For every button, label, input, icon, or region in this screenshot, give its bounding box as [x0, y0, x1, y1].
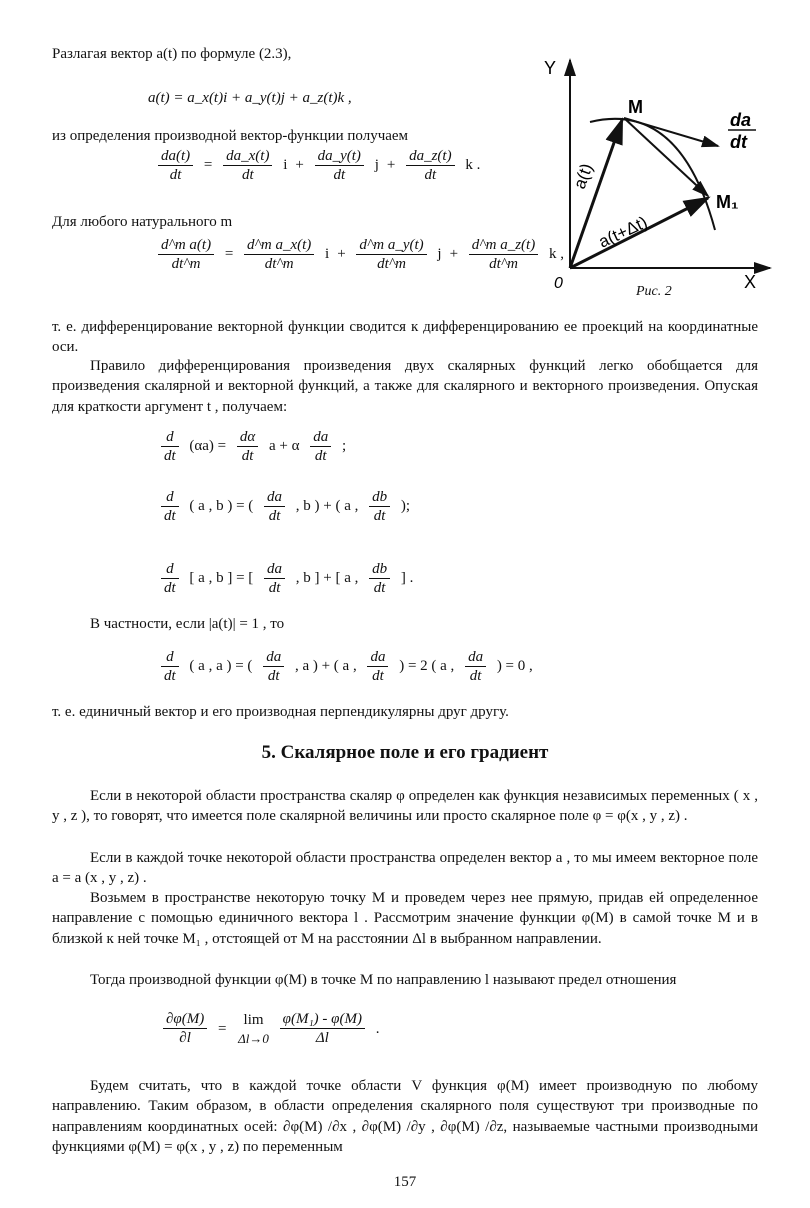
- label-a-t-dt: a(t+Δt): [595, 212, 651, 252]
- label-m: M: [628, 97, 643, 117]
- any-natural-line: Для любого натурального m: [52, 214, 233, 230]
- label-m1: M₁: [716, 192, 739, 212]
- label-origin: 0: [554, 275, 563, 292]
- equation-scalar-product-rule: $\frac{d}{dt}$ (αa) = $\frac{d\alpha}{dt}$ a + α $\frac{da}{dt}$ ;: [158, 428, 350, 465]
- paragraph-directional-derivative: Тогда производной функции φ(M) в точке M по направлению l называют предел отношения: [90, 972, 677, 988]
- page-number: 157: [393, 1174, 417, 1190]
- curve-trajectory: [590, 119, 715, 230]
- figure-caption: Рис. 2: [636, 284, 672, 299]
- label-y: Y: [544, 58, 557, 78]
- paragraph-partial-derivatives: Будем считать, что в каждой точке области V функция φ(M) имеет производную по любому направлению. Таким образом, в области определения скалярного поля существуют три производные по направлениям координатных осей: ∂φ(M) /∂x , ∂φ(M) /∂y , ∂φ(M) /∂z, называемые частными производными функциями φ(M) = φ(x , y , z) по переменным: [52, 1078, 758, 1155]
- label-a-t: a(t): [569, 160, 597, 192]
- paragraph-vector-field: Если в каждой точке некоторой области пространства определен вектор a , то мы имеем векторное поле a = a (x , y , z) .: [52, 850, 758, 887]
- intro-line: Разлагая вектор a(t) по формуле (2.3),: [52, 46, 292, 62]
- paragraph-product-rule: Правило дифференцирования произведения двух скалярных функций легко обобщается для произведения скалярной и векторной функций, а также для скалярного и векторного произведения. Опуская для краткости аргумент t , получаем:: [52, 358, 758, 415]
- in-particular-line: В частности, если |a(t)| = 1 , то: [90, 616, 285, 632]
- from-definition-line: из определения производной вектор-функции получаем: [52, 128, 409, 144]
- label-da: da: [730, 110, 752, 130]
- equation-cross-product-rule: $\frac{d}{dt}$ [ a , b ] = [ $\frac{da}{dt}$ , b ] + [ a , $\frac{db}{dt}$ ] .: [158, 560, 417, 597]
- paragraph-direction: Возьмем в пространстве некоторую точку M и проведем через нее прямую, придав ей определенное направление с помощью единичного вектора l . Рассмотрим значение функции φ(M) в самой точке M и в близкой к ней точке M₁ , отстоящей от M на расстоянии Δl в выбранном направлении.: [52, 890, 758, 947]
- equation-decomposition: a(t) = a_x(t)i + a_y(t)j + a_z(t)k ,: [148, 90, 352, 106]
- label-dt: dt: [730, 132, 747, 152]
- figure-vector-diagram: [530, 50, 780, 300]
- paragraph-unit-perpendicular: т. е. единичный вектор и его производная перпендикулярны друг другу.: [52, 704, 509, 720]
- equation-mth-derivative: $\frac{\text{d\textasciicircum{}m a(t)}}{dt\^{}m}$ = $\frac{\text{d\textasciicircum{}m a\_x(t)}}{dt\^{}m}$ i + $\frac{\text{d\textasciicircum{}m a\_y(t)}}{dt\^{}m}$ j + $\frac{\text{d\textasciicircum{}m a\_z(t)}}{dt\^{}m}$ k ,: [155, 236, 568, 273]
- equation-dot-product-rule: $\frac{d}{dt}$ ( a , b ) = ( $\frac{da}{dt}$ , b ) + ( a , $\frac{db}{dt}$ );: [158, 488, 414, 525]
- paragraph-scalar-field: Если в некоторой области пространства скаляр φ определен как функция независимых переменных ( x , y , z ), то говорят, что имеется поле скалярной величины или просто скалярное поле φ = φ(x , y , z) .: [52, 788, 758, 825]
- paragraph-reduces: т. е. дифференцирование векторной функции сводится к дифференцированию ее проекций на координатные оси.: [52, 319, 758, 356]
- section-title: 5. Скалярное поле и его градиент: [261, 742, 549, 763]
- equation-vector-derivative: $\frac{da(t)}{dt}$ = $\frac{da\_x(t)}{dt}$ i + $\frac{da\_y(t)}{dt}$ j + $\frac{da\_z(t)}{dt}$ k .: [155, 147, 484, 184]
- label-x: X: [744, 272, 757, 292]
- equation-unit-vector: $\frac{d}{dt}$ ( a , a ) = ( $\frac{da}{dt}$ , a ) + ( a , $\frac{da}{dt}$ ) = 2 ( a , $\frac{da}{dt}$ ) = 0 ,: [158, 648, 537, 685]
- equation-directional-limit: $\frac{\partial\varphi(M)}{\partial l}$ = lim Δl→0 $\frac{\text{φ(M₁) - φ(M)}}{\Delta l}$ .: [160, 1010, 383, 1048]
